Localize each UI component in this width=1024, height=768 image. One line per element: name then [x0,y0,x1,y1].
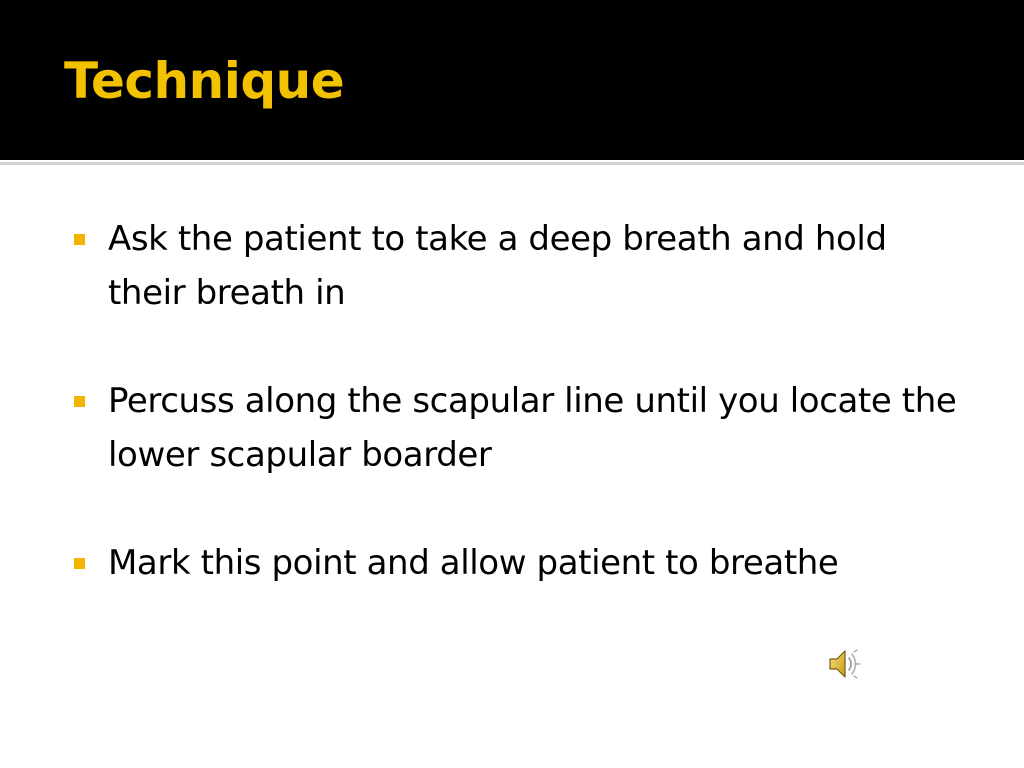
bullet-text: Ask the patient to take a deep breath and hold their breath in [108,219,887,313]
speaker-icon[interactable] [826,646,862,682]
bullet-list [72,212,972,644]
bullet-square-icon [74,396,85,407]
bullet-square-icon [74,558,85,569]
bullet-item [72,536,972,590]
bullet-text: Percuss along the scapular line until you locate the lower scapular boarder [108,381,957,475]
bullet-item [72,212,972,320]
bullet-square-icon [74,234,85,245]
slide-title: Technique [64,52,345,110]
bullet-text: Mark this point and allow patient to breathe [108,543,839,583]
bullet-item [72,374,972,482]
title-divider [0,162,1024,165]
title-band [0,0,1024,160]
